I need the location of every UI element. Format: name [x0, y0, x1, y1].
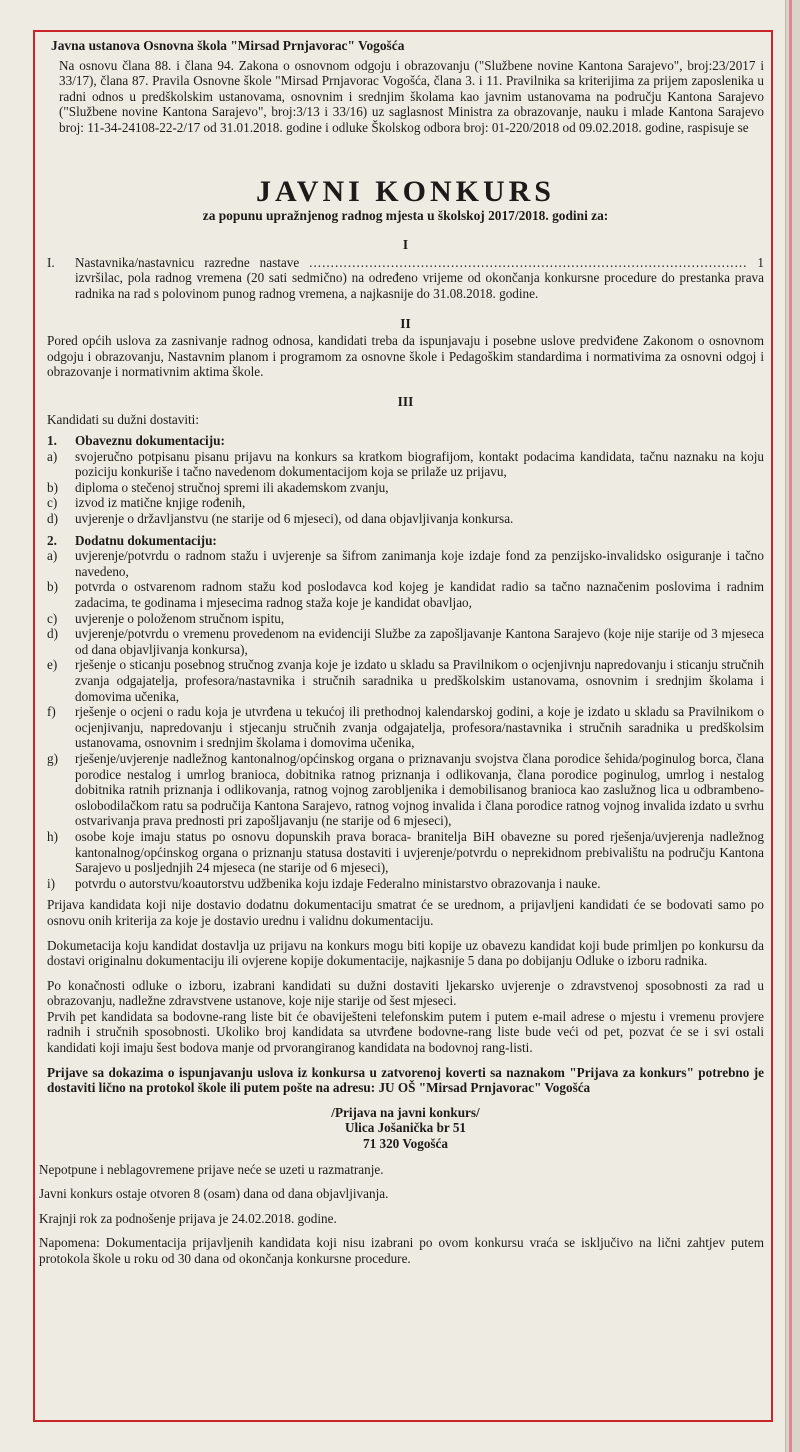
paragraph-submission: Prijave sa dokazima o ispunjavanju uslova iz konkursa u zatvorenoj koverti sa naznakom "Prijava za konkurs" potrebno je dostaviti lično na protokol škole ili putem pošte na adresu: JU OŠ "Mirsad Prnjavorac" Vogošća — [47, 1064, 764, 1096]
additional-item-letter: i) — [47, 875, 56, 891]
documents-lead: Kandidati su dužni dostaviti: — [47, 411, 200, 427]
address-line-2: Ulica Jošanička br 51 — [344, 1120, 467, 1136]
address-line-3: 71 320 Vogošća — [363, 1136, 448, 1152]
additional-item — [47, 751, 764, 829]
mandatory-item — [47, 480, 764, 496]
additional-item-letter: a) — [47, 548, 58, 564]
additional-item-letter: d) — [47, 626, 58, 642]
additional-item-letter: f) — [47, 704, 56, 720]
additional-item — [47, 829, 764, 876]
section-ii-heading: II — [400, 315, 411, 331]
mandatory-item — [47, 511, 764, 527]
additional-title: Dodatnu dokumentaciju: — [75, 532, 217, 548]
page-subtitle: za popunu upražnjenog radnog mjesta u školskoj 2017/2018. godini za: — [202, 207, 609, 223]
edge-stripe — [789, 0, 792, 1452]
address-block — [47, 1105, 764, 1152]
additional-item — [47, 876, 764, 892]
additional-item-text: osobe koje imaju status po osnovu dopunskih prava boraca- branitelja BiH obavezne su pored rješenja/uvjerenja nadležnog kantonalnog/općinskog organa o priznanju statusa dostaviti i uvjerenje/potvrdu o neprekidnom prebivalištu na području Kantona Sarajevo u posljednjih 24 mjeseca (ne starije od 6 mjeseci), — [75, 828, 764, 876]
mandatory-list — [47, 449, 764, 527]
mandatory-title: Obaveznu dokumentaciju: — [75, 433, 225, 449]
additional-item-text: rješenje/uvjerenje nadležnog kantonalnog/općinskog organa o priznavanju svojstva člana porodice šehida/poginulog borca, člana porodice nestalog i umrlog branioca, dobitnika ratnog priznanja i odlikovanja, člana porodice poginulog, umrlog i nestalog dobitnika ratnih priznanja i odlikovanja, ratnog vojnog zarobljenika i demobilisanog branioca kao zaslužnog lica u odbrambeno- oslobodilačkom ratu sa područija Kantona Sarajevo, ratnog vojnog invalida i člana porodice ratnog vojnog invalida izdato u svrhu ostvarivanja prava prednosti pri zapošljavanju (ne starije od 6 mjeseci), — [75, 750, 764, 829]
position-count: 1 izvršilac, — [75, 254, 764, 286]
position-details: pola radnog vremena (20 sati sedmično) na određeno vrijeme od okončanja konkursne procedure do prestanka prava radnika na rad s polovinom punog radnog vremena, a najkasnije do 31.08.2018. godine. — [75, 270, 764, 301]
mandatory-item-text: izvod iz matične knjige rođenih, — [75, 495, 246, 511]
mandatory-item-text: uvjerenje o državljanstvu (ne starije od 6 mjeseci), od dana objavljivanja konkursa. — [75, 511, 514, 527]
institution-heading: Javna ustanova Osnovna škola "Mirsad Prnjavorac" Vogošća — [51, 38, 405, 53]
additional-item — [47, 626, 764, 657]
additional-item-letter: b) — [47, 579, 58, 595]
note-remark: Napomena: Dokumentacija prijavljenih kandidata koji nisu izabrani po ovom konkursu vraća se isključivo na lični zahtjev putem protokola škole u roku od 30 dana od okončanja konkursne procedure. — [39, 1235, 764, 1266]
additional-item — [47, 657, 764, 704]
note-deadline: Krajnji rok za podnošenje prijava je 24.02.2018. godine. — [39, 1210, 337, 1226]
note-open-days: Javni konkurs ostaje otvoren 8 (osam) dana od dana objavljivanja. — [39, 1186, 389, 1202]
additional-list — [47, 548, 764, 891]
paragraph-ranking: Prvih pet kandidata sa bodovne-rang liste bit će obaviješteni telefonskim putem i putem e-mail adrese o mjestu i vremenu provjere radnih i stručnih sposobnosti. Ukoliko broj kandidata sa utvrđene bodovne-rang liste bude veći od pet, pozvat će se i svi ostali kandidati koji imaju šest bodova manje od prvorangiranog kandidata na bodovnoj rang-listi. — [47, 1008, 764, 1056]
section-i-heading: I — [402, 237, 409, 253]
legal-basis: Na osnovu člana 88. i člana 94. Zakona o osnovnom odgoju i obrazovanju ("Službene novine Kantona Sarajevo", broj:23/2017 i 33/17), člana 87. Pravila Osnovne škole "Mirsad Prnjavorac Vogošća, člana 3. i 11. Pravilnika sa kriterijima za prijem zaposlenika u radni odnos u predškolskim ustanovama, osnovnim i srednjim školama kao javnim ustanovama na području Kantona Sarajevo ("Službene novine Kantona Sarajevo", broj:3/13 i 33/16) uz saglasnost Ministra za obrazovanje, nauku i mlade Kantona Sarajevo broj: 11-34-24108-22-2/17 od 31.01.2018. godine i odluke Školskog odbora broj: 01-220/2018 od 09.02.2018. godine, raspisuje se — [59, 57, 764, 135]
announcement — [39, 36, 764, 1276]
conditions-text: Pored općih uslova za zasnivanje radnog odnosa, kandidati treba da ispunjavaju i posebne uslove predviđene Zakonom o osnovnom odgoju i obrazovanju, Nastavnim planom i programom za osnovne škole i Pedagoškim standardima i normativima za osnovni odgoj i obrazovanje i normativnim aktima škole. — [47, 333, 764, 380]
position-name: Nastavnika/nastavnicu razredne nastave — [75, 254, 300, 270]
additional-item-text: rješenje o sticanju posebnog stručnog zvanja koje je izdato u skladu sa Pravilnikom o ocjenjivnju napredovanju i sticanju stručnih zvanja odgajatelja, profesora/nastavnika i stručnih saradnika u predškolskim ustanovama, osnovnim i srednjim školama i domovima učenika, — [75, 657, 764, 704]
additional-item — [47, 704, 764, 751]
additional-item-text: uvjerenje o položenom stručnom ispitu, — [75, 610, 285, 626]
mandatory-item-text: diploma o stečenoj stručnoj spremi ili akademskom zvanju, — [75, 479, 389, 495]
leader-dots: ...................................................................................................... — [309, 254, 748, 270]
additional-item-letter: h) — [47, 828, 58, 844]
page-title: JAVNI KONKURS — [256, 174, 555, 208]
additional-item-text: uvjerenje/potvrdu o radnom stažu i uvjerenje sa šifrom zanimanja koje izdaje fond za penzijsko-invalidsko osiguranje i tačno navedeno, — [75, 548, 764, 579]
additional-item-text: rješenje o ocjeni o radu koja je utvrđena u tekućoj ili prethodnoj kalendarskoj godini, a koje je izdato u skladu sa Pravilnikom o ocjenjivanju, napredovanju i stjecanju stručnih zvanja odgajatelja, profesora/nastavnika i stručnih saradnika u predškolsim ustanovama, osnovnim i srednjim školama i domovima učenika, — [75, 704, 764, 751]
additional-item — [47, 611, 764, 627]
position-text — [75, 255, 764, 302]
additional-item-letter: c) — [47, 610, 58, 626]
mandatory-item-letter: c) — [47, 495, 58, 511]
page-edge — [785, 0, 800, 1452]
additional-item-text: uvjerenje/potvrdu o vremenu provedenom na evidenciji Službe za zapošljavanje Kantona Sarajevo (koje nije starije od 3 mjeseca od dana objavljivanja konkursa), — [75, 626, 764, 657]
mandatory-heading — [47, 433, 764, 449]
additional-item — [47, 548, 764, 579]
mandatory-item-text: svojeručno potpisanu pisanu prijavu na konkurs sa kratkom biografijom, kontakt podacima kandidata, tačnu naznaku na koju poziciju konkuriše i tačno navedenom dokumentacijom koja se prilaže uz prijavu, — [75, 448, 764, 480]
additional-item-text: potvrda o ostvarenom radnom stažu kod poslodavca kod kojeg je kandidat radio sa tačno naznačenim poslovima i radnim zadacima, te godinama i mjesecima radnog staža koje je kandidat obavljao, — [75, 579, 764, 611]
mandatory-item — [47, 449, 764, 480]
mandatory-item-letter: a) — [47, 448, 58, 464]
paragraph-copies: Dokumetacija koju kandidat dostavlja uz prijavu na konkurs mogu biti kopije uz obavezu kandidat koji bude primljen po konkursu da dostavi originalnu dokumentaciju ili ovjerene kopije dokumentacije, najkasnije 5 dana po dobijanju Odluke o izboru radnika. — [47, 937, 764, 969]
additional-item — [47, 579, 764, 610]
note-incomplete: Nepotpune i neblagovremene prijave neće se uzeti u razmatranje. — [39, 1161, 384, 1177]
additional-heading — [47, 533, 764, 549]
additional-item-letter: e) — [47, 657, 58, 673]
address-line-1: /Prijava na javni konkurs/ — [331, 1104, 480, 1120]
position-row — [47, 255, 764, 302]
additional-item-text: potvrdu o autorstvu/koautorstvu udžbenika koju izdaje Federalno ministarstvo obrazovanja i nauke. — [75, 875, 601, 891]
mandatory-number: 1. — [47, 433, 57, 449]
mandatory-item-letter: b) — [47, 479, 58, 495]
mandatory-item-letter: d) — [47, 511, 58, 527]
section-iii-heading: III — [397, 393, 414, 409]
additional-item-letter: g) — [47, 750, 58, 766]
additional-number: 2. — [47, 532, 57, 548]
position-number: I. — [47, 254, 55, 270]
mandatory-item — [47, 495, 764, 511]
paragraph-incomplete: Prijava kandidata koji nije dostavio dodatnu dokumentaciju smatrat će se urednom, a prijavljeni kandidati će se bodovati samo po osnovu onih kriterija za koje je dostavio urednu i validnu dokumentaciju. — [47, 897, 764, 928]
paragraph-medical: Po konačnosti odluke o izboru, izabrani kandidati su dužni dostaviti ljekarsko uvjerenje o zdravstvenoj sposobnosti za rad u obrazovanju, nadležne zdravstvene ustanove, koje nije starije od šest mjeseci. — [47, 977, 764, 1009]
